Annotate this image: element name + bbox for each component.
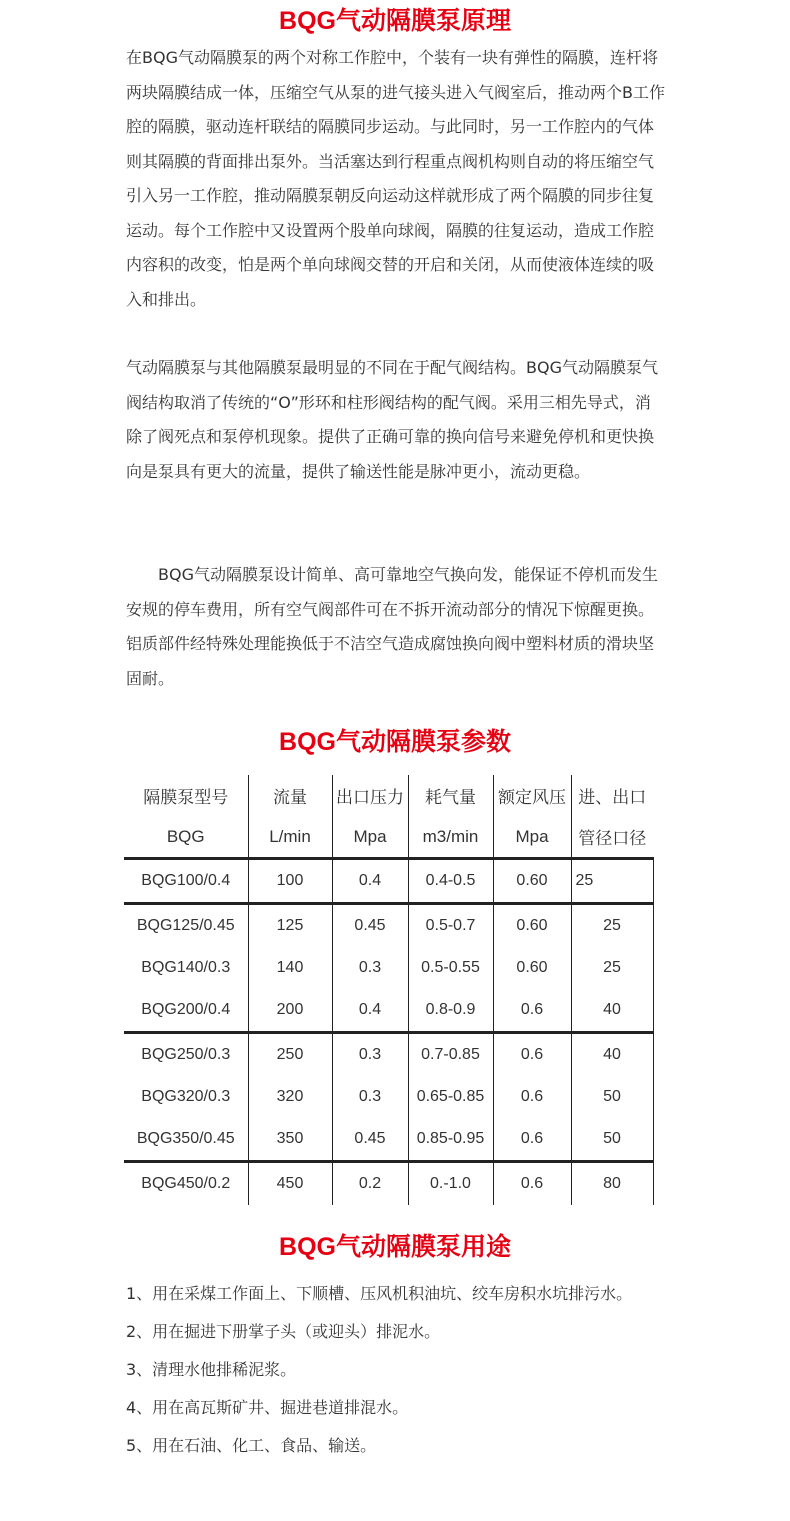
table-cell: BQG125/0.45 [124, 904, 248, 948]
table-cell: BQG100/0.4 [124, 859, 248, 904]
header-cell: 进、出口 [571, 775, 653, 816]
table-cell: 140 [248, 947, 332, 989]
table-row [124, 1033, 653, 1077]
table-cell: 0.6 [493, 1162, 571, 1206]
header-cell: Mpa [493, 816, 571, 859]
header-cell: L/min [248, 816, 332, 859]
usage-list [126, 1275, 686, 1465]
usage-title: BQG气动隔膜泵用途 [279, 1233, 511, 1261]
table-cell: BQG250/0.3 [124, 1033, 248, 1077]
table-cell: BQG350/0.45 [136, 1130, 235, 1147]
header-cell: m3/min [408, 816, 493, 859]
table-row [124, 1118, 653, 1162]
principle-paragraph-1: 在BQG气动隔膜泵的两个对称工作腔中，个装有一块有弹性的隔膜，连杆将两块隔膜结成一体，压缩空气从泵的进气接头进入气阀室后，推动两个B工作腔的隔膜，驱动连杆联结的隔膜同步运动。与此同时，另一工作腔内的气体则其隔膜的背面排出泵外。当活塞达到行程重点阀机构则自动的将压缩空气引入另一工作腔，推动隔膜泵朝反向运动这样就形成了两个隔膜的同步往复运动。每个工作腔中又设置两个股单向球阀，隔膜的往复运动，造成工作腔内容积的改变，怕是两个单向球阀交替的开启和关闭，从而使液体连续的吸入和排出。 [126, 48, 665, 309]
table-cell: 0.7-0.85 [408, 1033, 493, 1077]
table-cell: 50 [571, 1076, 653, 1118]
table-cell: 100 [248, 859, 332, 904]
params-table [124, 775, 654, 1205]
principle-paragraph-2: 气动隔膜泵与其他隔膜泵最明显的不同在于配气阀结构。BQG气动隔膜泵气阀结构取消了传统的“O”形环和柱形阀结构的配气阀。采用三相先导式，消除了阀死点和泵停机现象。提供了正确可靠的换向信号来避免停机和更快换向是泵具有更大的流量，提供了输送性能是脉冲更小，流动更稳。 [126, 358, 658, 481]
table-cell: 0.2 [332, 1162, 408, 1206]
table-cell: 0.4 [332, 859, 408, 904]
table-cell: 0.60 [493, 947, 571, 989]
table-cell: 0.60 [493, 859, 571, 904]
table-cell: BQG140/0.3 [141, 959, 231, 976]
header-cell: 流量 [248, 775, 332, 816]
table-row [124, 947, 653, 989]
principle-title: BQG气动隔膜泵原理 [279, 7, 511, 35]
table-cell: 50 [571, 1118, 653, 1162]
table-cell: 0.3 [332, 1076, 408, 1118]
table-row [124, 904, 653, 948]
header-cell: BQG [124, 816, 248, 859]
table-cell: 0.8-0.9 [408, 989, 493, 1033]
table-cell: 320 [248, 1076, 332, 1118]
table-cell: 0.85-0.95 [408, 1118, 493, 1162]
table-row [124, 1076, 653, 1118]
table-cell: BQG450/0.2 [124, 1162, 248, 1206]
table-cell: 125 [248, 904, 332, 948]
table-header-row [124, 816, 653, 859]
table-cell: 0.5-0.55 [408, 947, 493, 989]
table-cell: 0.4-0.5 [408, 859, 493, 904]
table-cell: 0.65-0.85 [408, 1076, 493, 1118]
list-item: 1、用在采煤工作面上、下顺槽、压风机积油坑、绞车房积水坑排污水。 [126, 1284, 633, 1303]
table-cell: 25 [571, 947, 653, 989]
principle-paragraph-3: BQG气动隔膜泵设计简单、高可靠地空气换向发，能保证不停机而发生安规的停车费用，所有空气阀部件可在不拆开流动部分的情况下惊醒更换。铝质部件经特殊处理能换低于不洁空气造成腐蚀换向阀中塑料材质的滑块坚固耐。 [126, 565, 658, 688]
table-cell: 450 [248, 1162, 332, 1206]
list-item: 3、清理水他排稀泥浆。 [126, 1360, 297, 1379]
table-cell: 0.45 [332, 904, 408, 948]
table-cell: 0.-1.0 [408, 1162, 493, 1206]
table-cell: 0.6 [493, 1076, 571, 1118]
table-cell: 0.3 [332, 1033, 408, 1077]
header-cell: 隔膜泵型号 [143, 788, 229, 807]
table-cell: 40 [571, 989, 653, 1033]
table-cell: 80 [571, 1162, 653, 1206]
header-cell: 管径口径 [571, 816, 653, 859]
table-cell: BQG320/0.3 [141, 1088, 231, 1105]
table-cell: 0.60 [493, 904, 571, 948]
table-cell: 0.6 [493, 989, 571, 1033]
list-item: 4、用在高瓦斯矿井、掘进巷道排混水。 [126, 1398, 409, 1417]
list-item: 5、用在石油、化工、食品、输送。 [126, 1436, 377, 1455]
list-item: 2、用在掘进下册掌子头（或迎头）排泥水。 [126, 1322, 441, 1341]
params-title: BQG气动隔膜泵参数 [279, 728, 511, 756]
table-cell: 0.4 [332, 989, 408, 1033]
table-cell: 200 [248, 989, 332, 1033]
table-cell: 0.3 [332, 947, 408, 989]
table-cell: 250 [248, 1033, 332, 1077]
table-cell: 0.6 [493, 1118, 571, 1162]
header-cell: 耗气量 [408, 775, 493, 816]
table-cell: 0.5-0.7 [408, 904, 493, 948]
table-cell: 0.45 [332, 1118, 408, 1162]
table-cell: 25 [571, 904, 653, 948]
header-cell: 出口压力 [332, 775, 408, 816]
table-cell: BQG200/0.4 [141, 1001, 231, 1018]
table-row [124, 989, 653, 1033]
table-row [124, 859, 653, 904]
table-cell: 0.6 [493, 1033, 571, 1077]
table-header-row [124, 775, 653, 816]
header-cell: 额定风压 [493, 775, 571, 816]
table-cell: 25 [571, 859, 653, 904]
table-row [124, 1162, 653, 1206]
table-cell: 350 [248, 1118, 332, 1162]
header-cell: Mpa [332, 816, 408, 859]
table-cell: 40 [571, 1033, 653, 1077]
